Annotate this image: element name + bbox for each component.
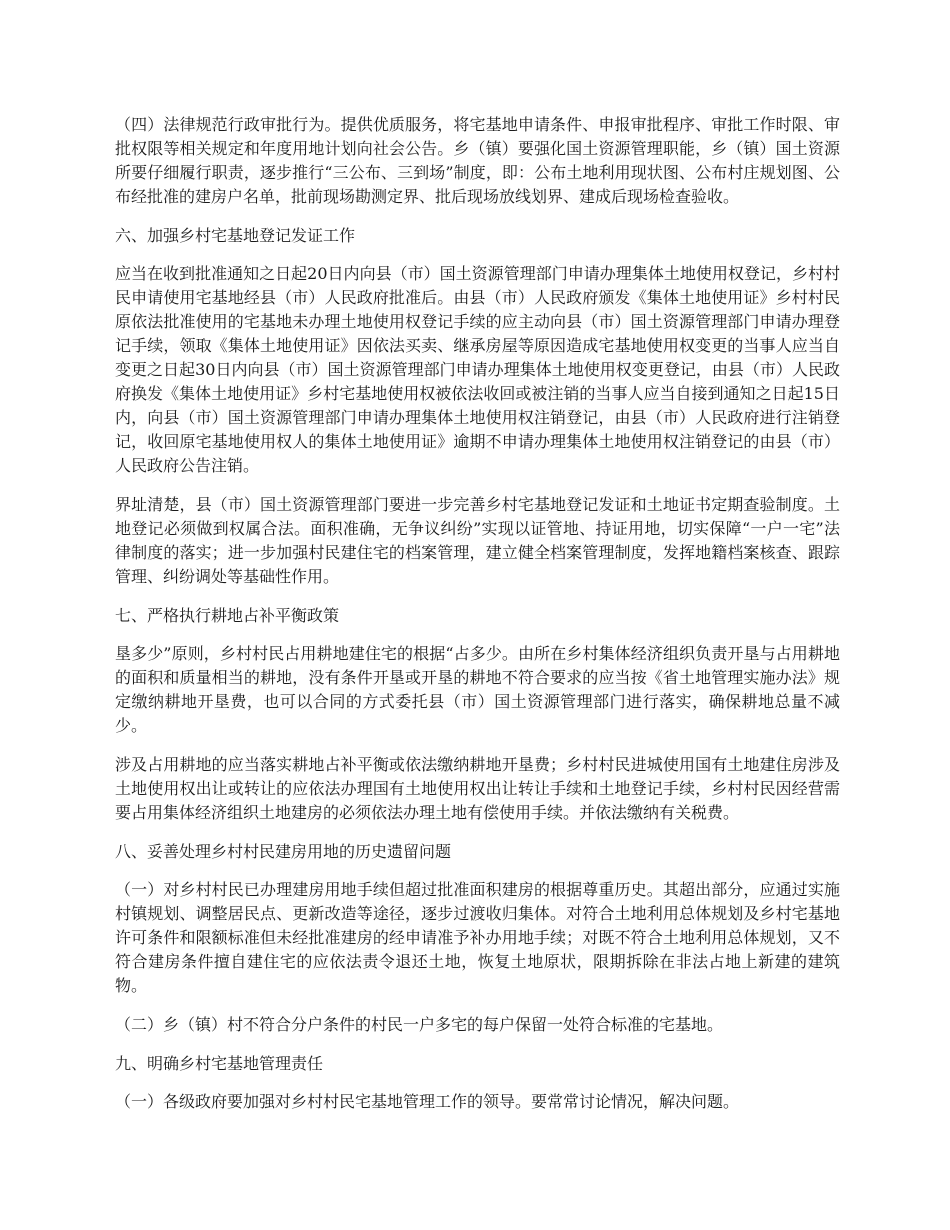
section-heading-8: 八、妥善处理乡村村民建房用地的历史遗留问题 bbox=[115, 842, 452, 861]
section-heading-6: 六、加强乡村宅基地登记发证工作 bbox=[115, 226, 356, 245]
section-heading-9: 九、明确乡村宅基地管理责任 bbox=[115, 1054, 324, 1073]
paragraph-boundary: 界址清楚，县（市）国土资源管理部门要进一步完善乡村宅基地登记发证和土地证书定期查验制度。土地登记必须做到权属合法。面积准确，无争议纠纷”实现以证管地、持证用地，切实保障“一户一宅”法律制度的落实；进一步加强村民建住宅的档案管理，建立健全档案管理制度，发挥地籍档案核查、跟踪管理、纠纷调处等基础性作用。 bbox=[115, 495, 840, 586]
paragraph-farmland-fees: 涉及占用耕地的应当落实耕地占补平衡或依法缴纳耕地开垦费；乡村村民进城使用国有土地建住房涉及土地使用权出让或转让的应依法办理国有土地使用权出让转让手续和土地登记手续，乡村村民因经营需要占用集体经济组织土地建房的必须依法办理土地有偿使用手续。并依法缴纳有关税费。 bbox=[115, 755, 840, 822]
paragraph-reclamation: 垦多少”原则，乡村村民占用耕地建住宅的根据“占多少。由所在乡村集体经济组织负责开垦与占用耕地的面积和质量相当的耕地，没有条件开垦或开垦的耕地不符合要求的应当按《省土地管理实施办法》规定缴纳耕地开垦费，也可以合同的方式委托县（市）国土资源管理部门进行落实，确保耕地总量不减少。 bbox=[115, 644, 840, 735]
paragraph-historical-excess: （一）对乡村村民已办理建房用地手续但超过批准面积建房的根据尊重历史。其超出部分，应通过实施村镇规划、调整居民点、更新改造等途径，逐步过渡收归集体。对符合土地利用总体规划及乡村宅基地许可条件和限额标准但未经批准建房的经申请准予补办用地手续；对既不符合土地利用总体规划，又不符合建房条件擅自建住宅的应依法责令退还土地，恢复土地原状，限期拆除在非法占地上新建的建筑物。 bbox=[115, 880, 840, 995]
section-heading-7: 七、严格执行耕地占补平衡政策 bbox=[115, 606, 340, 625]
paragraph-multiple-houses: （二）乡（镇）村不符合分户条件的村民一户多宅的每户保留一处符合标准的宅基地。 bbox=[115, 1015, 724, 1034]
document-page bbox=[115, 113, 840, 1129]
paragraph-approval-conduct: （四）法律规范行政审批行为。提供优质服务，将宅基地申请条件、申报审批程序、审批工作时限、审批权限等相关规定和年度用地计划向社会公告。乡（镇）要强化国土资源管理职能，乡（镇）国土资源所要仔细履行职责，逐步推行“三公布、三到场”制度，即：公布土地利用现状图、公布村庄规划图、公布经批准的建房户名单，批前现场勘测定界、批后现场放线划界、建成后现场检查验收。 bbox=[115, 115, 840, 206]
paragraph-government-leadership: （一）各级政府要加强对乡村村民宅基地管理工作的领导。要常常讨论情况，解决问题。 bbox=[115, 1092, 740, 1111]
paragraph-registration: 应当在收到批准通知之日起20日内向县（市）国土资源管理部门申请办理集体土地使用权登记，乡村村民申请使用宅基地经县（市）人民政府批准后。由县（市）人民政府颁发《集体土地使用证》乡村村民原依法批准使用的宅基地未办理土地使用权登记手续的应主动向县（市）国土资源管理部门申请办理登记手续，领取《集体土地使用证》因依法买卖、继承房屋等原因造成宅基地使用权变更的当事人应当自变更之日起30日内向县（市）国土资源管理部门申请办理集体土地使用权变更登记，由县（市）人民政府换发《集体土地使用证》乡村宅基地使用权被依法收回或被注销的当事人应当自接到通知之日起15日内，向县（市）国土资源管理部门申请办理集体土地使用权注销登记，由县（市）人民政府进行注销登记，收回原宅基地使用权人的集体土地使用证》逾期不申请办理集体土地使用权注销登记的由县（市）人民政府公告注销。 bbox=[115, 264, 840, 475]
